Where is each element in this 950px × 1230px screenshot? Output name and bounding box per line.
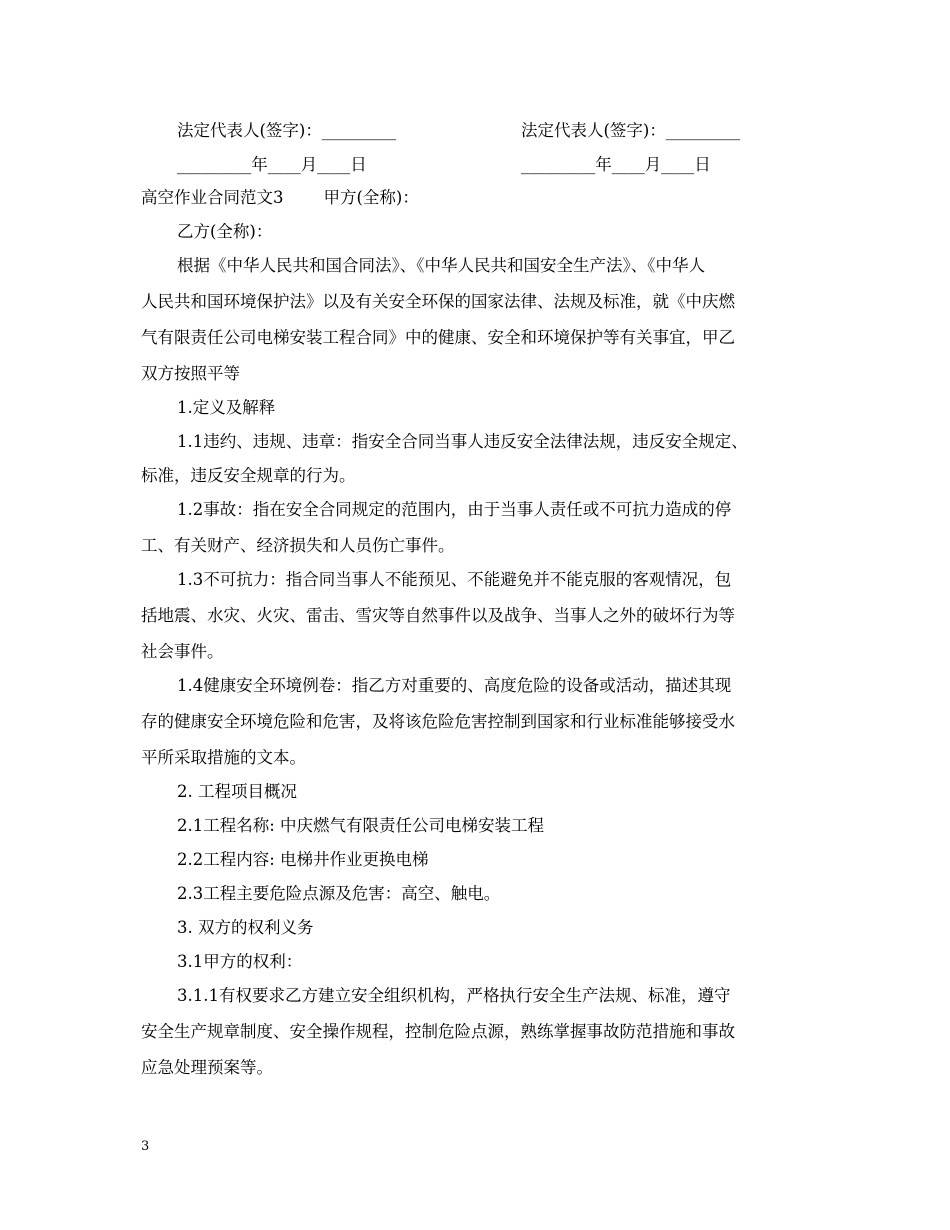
right-signature-label: 法定代表人(签字)：_________ xyxy=(521,121,741,140)
paragraph-line: 2.3工程主要危险点源及危害：高空、触电。 xyxy=(177,884,501,903)
paragraph-line: 1.3不可抗力：指合同当事人不能预见、不能避免并不能克服的客观情况，包 xyxy=(177,570,732,589)
section-heading: 3. 双方的权利义务 xyxy=(177,918,314,937)
page-number: 3 xyxy=(141,1139,150,1154)
paragraph-line: 2.2工程内容: 电梯井作业更换电梯 xyxy=(177,850,429,869)
paragraph-line: 应急处理预案等。 xyxy=(141,1058,273,1077)
section-heading: 2. 工程项目概况 xyxy=(177,782,297,801)
paragraph-line: 工、有关财产、经济损失和人员伤亡事件。 xyxy=(141,536,455,555)
left-date-line: _________年____月____日 xyxy=(177,155,367,174)
paragraph-line: 气有限责任公司电梯安装工程合同》中的健康、安全和环境保护等有关事宜，甲乙 xyxy=(141,328,735,347)
paragraph-line: 括地震、水灾、火灾、雷击、雪灾等自然事件以及战争、当事人之外的破坏行为等 xyxy=(141,606,735,625)
paragraph-line: 1.4健康安全环境例卷：指乙方对重要的、高度危险的设备或活动，描述其现 xyxy=(177,676,732,695)
paragraph-line: 1.1违约、违规、违章：指安全合同当事人违反安全法律法规，违反安全规定、 xyxy=(177,432,748,451)
section-heading: 1.定义及解释 xyxy=(177,398,276,417)
paragraph-line: 平所采取措施的文本。 xyxy=(141,748,306,767)
paragraph-line: 根据《中华人民共和国合同法》、《中华人民共和国安全生产法》、《中华人 xyxy=(177,256,705,275)
party-a-label: 甲方(全称)： xyxy=(323,188,419,207)
document-title: 高空作业合同范文3 xyxy=(141,188,284,207)
heading-line xyxy=(141,188,821,208)
paragraph-line: 社会事件。 xyxy=(141,642,224,661)
paragraph-line: 3.1.1有权要求乙方建立安全组织机构，严格执行安全生产法规、标准，遵守 xyxy=(177,986,731,1005)
left-signature-label: 法定代表人(签字)：_________ xyxy=(177,121,397,140)
paragraph-line: 1.2事故：指在安全合同规定的范围内，由于当事人责任或不可抗力造成的停 xyxy=(177,500,732,519)
paragraph-line: 存的健康安全环境危险和危害，及将该危险危害控制到国家和行业标准能够接受水 xyxy=(141,712,735,731)
party-b-label: 乙方(全称)： xyxy=(177,222,273,241)
paragraph-line: 双方按照平等 xyxy=(141,364,240,383)
paragraph-line: 3.1甲方的权利： xyxy=(177,952,303,971)
right-date-line: _________年____月____日 xyxy=(521,155,711,174)
paragraph-line: 人民共和国环境保护法》以及有关安全环保的国家法律、法规及标准，就《中庆燃 xyxy=(141,292,735,311)
paragraph-line: 2.1工程名称: 中庆燃气有限责任公司电梯安装工程 xyxy=(177,816,545,835)
paragraph-line: 标准，违反安全规章的行为。 xyxy=(141,466,356,485)
paragraph-line: 安全生产规章制度、安全操作规程，控制危险点源，熟练掌握事故防范措施和事故 xyxy=(141,1022,735,1041)
